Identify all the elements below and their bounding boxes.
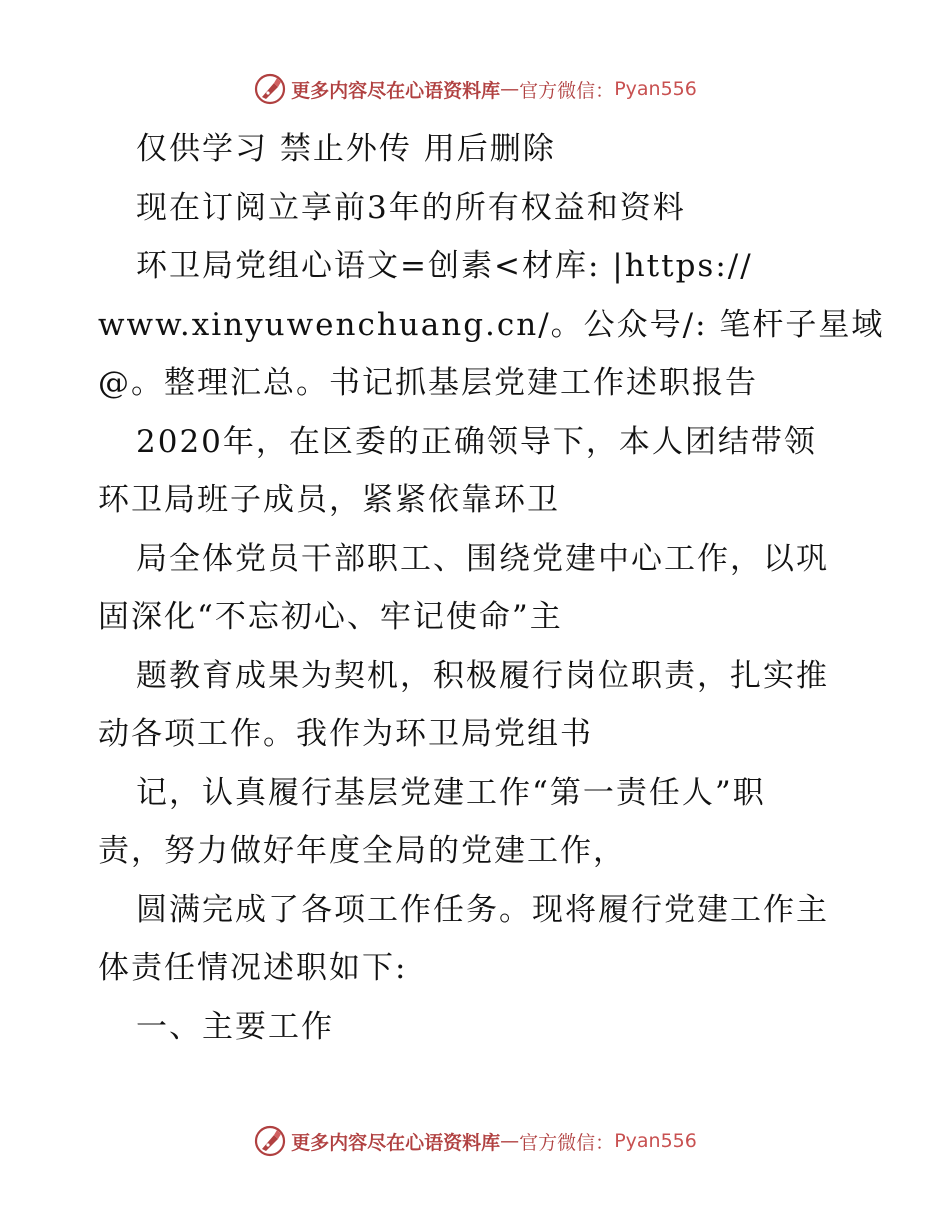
text-line: 圆满完成了各项工作任务。现将履行党建工作主 [136,891,829,928]
banner-dash: — [500,78,520,100]
section-heading: 一、主要工作 [136,1008,334,1045]
text-line: 责，努力做好年度全局的党建工作， [98,833,626,869]
text-line: 固深化“不忘初心、牢记使命”主 [98,599,563,635]
text-line: 题教育成果为契机，积极履行岗位职责，扎实推 [136,657,829,694]
banner-official-text: 官方微信： [519,79,615,102]
banner-main-text: 更多内容尽在心语资料库 [291,1131,501,1154]
banner-main-text: 更多内容尽在心语资料库 [291,79,501,102]
text-line: www.xinyuwenchuang.cn/。公众号/: 笔杆子星域 [98,306,885,343]
text-line: 环卫局班子成员，紧紧依靠环卫 [98,482,560,518]
banner-handle: Pyan556 [614,1130,697,1152]
banner-dash: — [500,1130,520,1152]
text-line: 动各项工作。我作为环卫局党组书 [98,716,593,752]
header-watermark-banner [0,72,950,106]
footer-watermark-banner [0,1124,950,1158]
pen-nib-logo-icon [253,72,287,106]
document-body [98,120,885,1056]
text-line: 现在订阅立享前3年的所有权益和资料 [136,189,686,226]
text-line: 仅供学习 禁止外传 用后删除 [136,131,556,167]
text-line: 2020年，在区委的正确领导下，本人团结带领 [136,423,817,460]
text-line: 体责任情况述职如下: [98,950,408,986]
banner-handle: Pyan556 [614,78,697,100]
pen-nib-logo-icon [253,1124,287,1158]
text-line: 环卫局党组心语文=创素<材库: |https:// [136,248,753,284]
text-line: @。整理汇总。书记抓基层党建工作述职报告 [98,365,758,401]
banner-official-text: 官方微信： [519,1131,615,1154]
text-line: 记，认真履行基层党建工作“第一责任人”职 [136,774,766,811]
text-line: 局全体党员干部职工、围绕党建中心工作，以巩 [136,540,829,577]
